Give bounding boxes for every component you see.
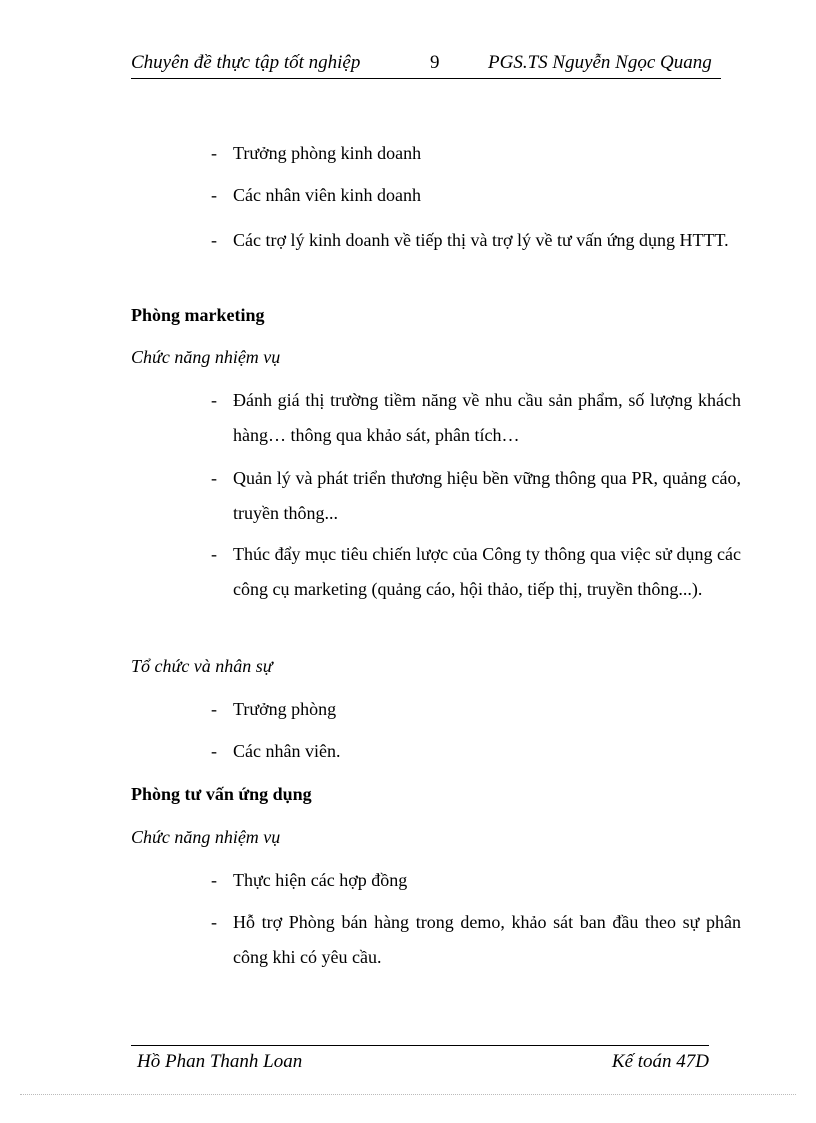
subheading-organization: Tổ chức và nhân sự [131,656,273,676]
section-heading-consulting: Phòng tư vấn ứng dụng [131,784,312,804]
list-item: - Thúc đẩy mục tiêu chiến lược của Công ty thông qua việc sử dụng các công cụ marketing (quảng cáo, hội thảo, tiếp thị, truyền thông...). [211,544,741,599]
subheading-duties: Chức năng nhiệm vụ [131,347,281,367]
page-footer [131,1045,709,1076]
list-item: - Trưởng phòng [211,699,337,719]
list-item: - Đánh giá thị trường tiềm năng về nhu cầu sản phẩm, số lượng khách hàng… thông qua khảo sát, phân tích… [211,390,741,445]
list-item: - Hỗ trợ Phòng bán hàng trong demo, khảo sát ban đầu theo sự phân công khi có yêu cầu. [211,912,741,967]
page-number: 9 [430,52,440,73]
list-item: - Các nhân viên. [211,741,341,761]
header-author: PGS.TS Nguyễn Ngọc Quang [488,52,712,73]
page-header [131,52,721,79]
header-title: Chuyên đề thực tập tốt nghiệp [131,52,361,73]
section-heading-marketing: Phòng marketing [131,305,265,325]
list-item: - Quản lý và phát triển thương hiệu bền vững thông qua PR, quảng cáo, truyền thông... [211,468,741,523]
list-item: - Các nhân viên kinh doanh [211,185,421,205]
list-item: - Thực hiện các hợp đồng [211,870,408,890]
list-item: - Trưởng phòng kinh doanh [211,143,422,163]
footer-author: Hồ Phan Thanh Loan [137,1051,303,1072]
list-item: - Các trợ lý kinh doanh về tiếp thị và trợ lý về tư vấn ứng dụng HTTT. [211,230,729,250]
footer-class: Kế toán 47D [611,1051,709,1072]
subheading-duties: Chức năng nhiệm vụ [131,827,281,847]
page-edge-divider [20,1094,796,1095]
